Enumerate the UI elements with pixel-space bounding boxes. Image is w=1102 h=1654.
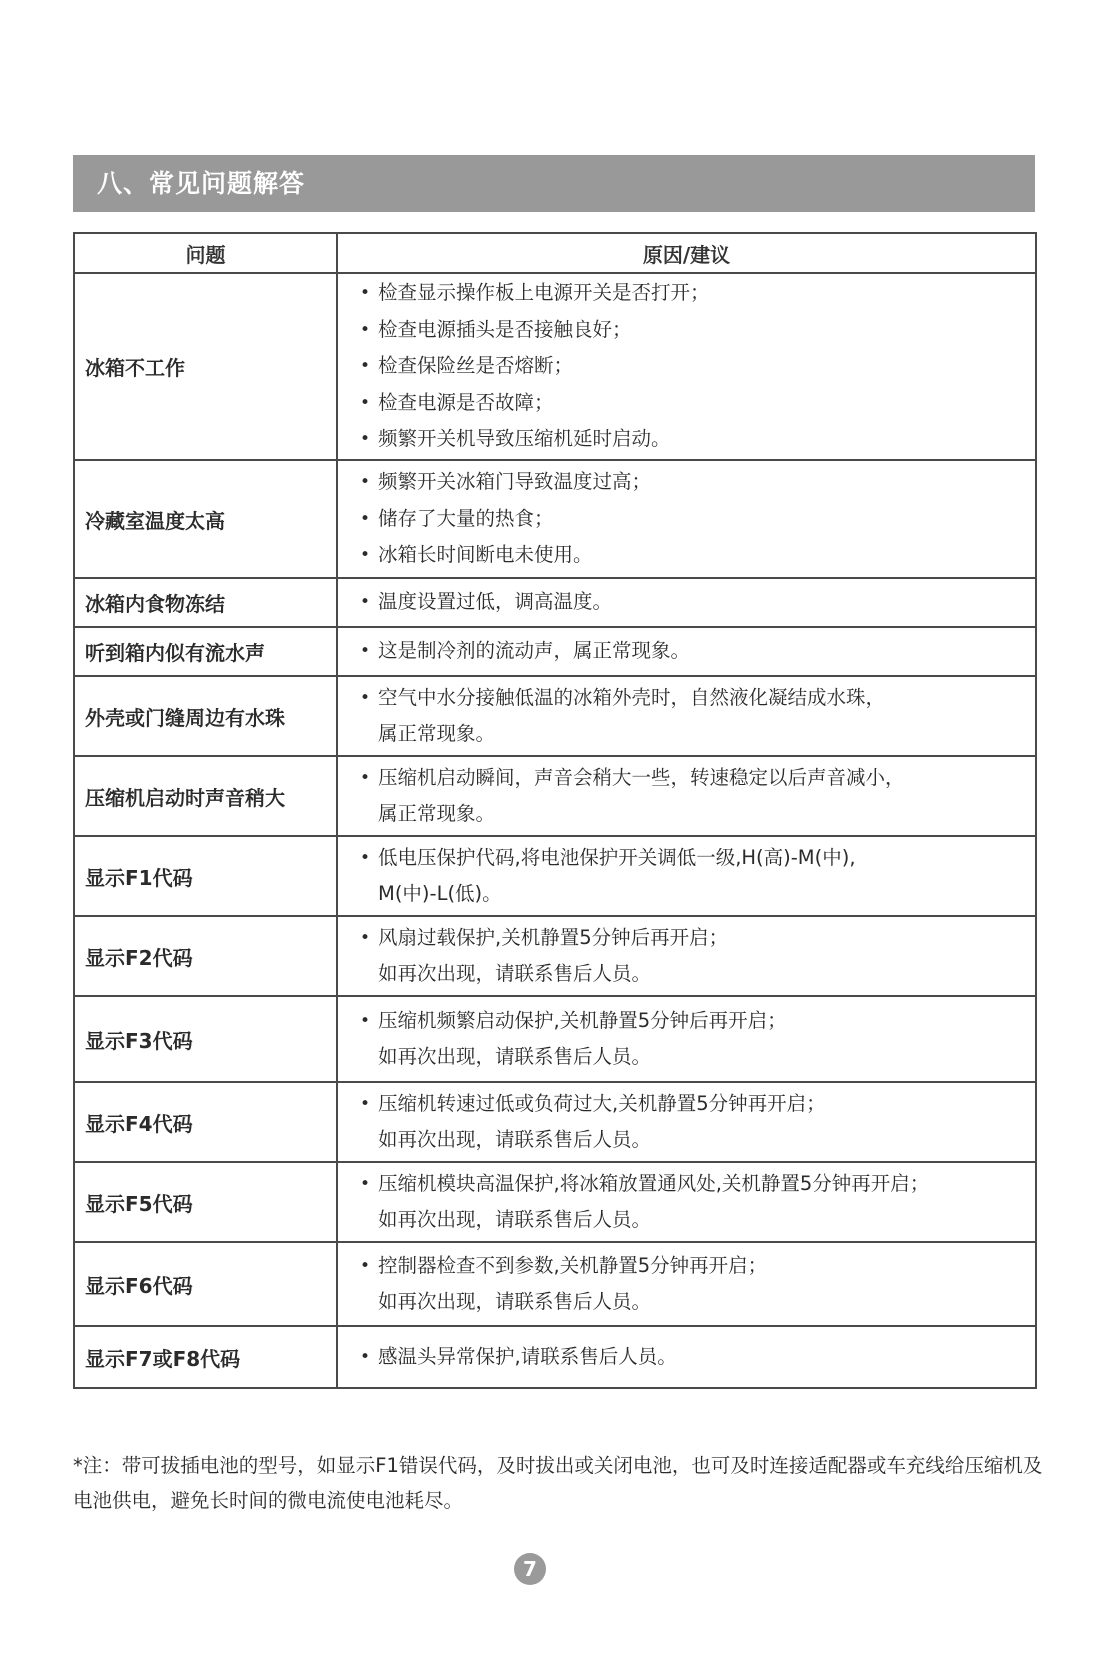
cause-line: • 温度设置过低，调高温度。 <box>378 590 613 614</box>
cause-item <box>360 1086 1027 1159</box>
table-row <box>74 756 1036 836</box>
cause-cell <box>337 676 1036 756</box>
cause-list <box>360 840 1027 913</box>
cause-list <box>360 633 1027 670</box>
cause-line: • 频繁开关机导致压缩机延时启动。 <box>378 427 671 451</box>
cause-list <box>360 1248 1027 1321</box>
cause-cell <box>337 836 1036 916</box>
cause-line: • 感温头异常保护,请联系售后人员。 <box>378 1344 677 1368</box>
cause-line: • 检查电源插头是否接触良好； <box>378 317 632 341</box>
table-row <box>74 676 1036 756</box>
cause-list <box>360 1339 1027 1376</box>
table-row <box>74 996 1036 1082</box>
cause-cell <box>337 1082 1036 1162</box>
cause-list <box>360 1166 1027 1239</box>
cause-line: 如再次出现，请联系售后人员。 <box>378 1208 652 1231</box>
cause-line: • 储存了大量的热食； <box>378 506 554 530</box>
cause-item <box>360 680 1027 753</box>
table-row <box>74 836 1036 916</box>
cause-list <box>360 584 1027 621</box>
cause-cell <box>337 1162 1036 1242</box>
cause-cell <box>337 1326 1036 1388</box>
problem-cell: 显示F4代码 <box>74 1082 337 1162</box>
cause-line: • 压缩机频繁启动保护,关机静置5分钟后再开启； <box>378 1008 787 1032</box>
problem-cell: 显示F7或F8代码 <box>74 1326 337 1388</box>
page-number-badge: 7 <box>514 1553 546 1585</box>
cause-list <box>360 464 1027 574</box>
cause-item <box>360 1166 1027 1239</box>
problem-cell: 显示F6代码 <box>74 1242 337 1326</box>
problem-cell: 显示F2代码 <box>74 916 337 996</box>
cause-line: • 频繁开关冰箱门导致温度过高； <box>378 470 652 494</box>
problem-cell: 显示F1代码 <box>74 836 337 916</box>
cause-line: • 这是制冷剂的流动声，属正常现象。 <box>378 639 691 663</box>
cause-item <box>360 537 1027 574</box>
cause-line: • 控制器检查不到参数,关机静置5分钟再开启； <box>378 1253 768 1277</box>
faq-table <box>73 232 1037 1389</box>
cause-cell <box>337 1242 1036 1326</box>
cause-item <box>360 760 1027 833</box>
cause-item <box>360 584 1027 621</box>
problem-cell: 冰箱内食物冻结 <box>74 578 337 627</box>
faq-table-body <box>74 273 1036 1388</box>
table-row <box>74 1242 1036 1326</box>
cause-item <box>360 464 1027 501</box>
header-problem: 问题 <box>74 233 337 273</box>
cause-item <box>360 501 1027 538</box>
cause-line: 如再次出现，请联系售后人员。 <box>378 1128 652 1151</box>
footnote: *注：带可拔插电池的型号，如显示F1错误代码，及时拔出或关闭电池，也可及时连接适配器或车充线给压缩机及电池供电，避免长时间的微电流使电池耗尽。 <box>73 1454 1043 1512</box>
header-cause: 原因/建议 <box>337 233 1036 273</box>
cause-line: • 低电压保护代码,将电池保护开关调低一级,H(高)-M(中), <box>378 845 856 869</box>
cause-line: 如再次出现，请联系售后人员。 <box>378 962 652 985</box>
cause-item <box>360 920 1027 993</box>
table-row <box>74 460 1036 578</box>
cause-cell <box>337 916 1036 996</box>
problem-cell: 压缩机启动时声音稍大 <box>74 756 337 836</box>
problem-cell: 冰箱不工作 <box>74 273 337 460</box>
cause-line: • 风扇过载保护,关机静置5分钟后再开启； <box>378 925 729 949</box>
cause-item <box>360 275 1027 312</box>
cause-list <box>360 680 1027 753</box>
cause-item <box>360 1248 1027 1321</box>
cause-item <box>360 385 1027 422</box>
table-row <box>74 1162 1036 1242</box>
cause-cell <box>337 273 1036 460</box>
cause-line: • 空气中水分接触低温的冰箱外壳时，自然液化凝结成水珠， <box>378 685 886 709</box>
cause-line: • 检查保险丝是否熔断； <box>378 354 574 378</box>
cause-line: • 冰箱长时间断电未使用。 <box>378 543 593 567</box>
cause-cell <box>337 996 1036 1082</box>
cause-list <box>360 760 1027 833</box>
cause-cell <box>337 627 1036 676</box>
cause-cell <box>337 578 1036 627</box>
table-row <box>74 578 1036 627</box>
table-header-row <box>74 233 1036 273</box>
cause-item <box>360 1003 1027 1076</box>
cause-list <box>360 275 1027 458</box>
problem-cell: 外壳或门缝周边有水珠 <box>74 676 337 756</box>
cause-item <box>360 312 1027 349</box>
cause-line: 属正常现象。 <box>378 802 496 825</box>
cause-line: • 压缩机模块高温保护,将冰箱放置通风处,关机静置5分钟再开启； <box>378 1171 930 1195</box>
cause-item <box>360 1339 1027 1376</box>
cause-item <box>360 421 1027 458</box>
cause-line: M(中)-L(低)。 <box>378 882 502 905</box>
cause-line: • 检查电源是否故障； <box>378 390 554 414</box>
cause-line: • 压缩机启动瞬间，声音会稍大一些，转速稳定以后声音减小， <box>378 765 905 789</box>
table-row <box>74 627 1036 676</box>
problem-cell: 显示F3代码 <box>74 996 337 1082</box>
cause-line: • 检查显示操作板上电源开关是否打开； <box>378 281 710 305</box>
cause-cell <box>337 460 1036 578</box>
problem-cell: 听到箱内似有流水声 <box>74 627 337 676</box>
cause-line: 属正常现象。 <box>378 722 496 745</box>
cause-list <box>360 920 1027 993</box>
table-row <box>74 916 1036 996</box>
table-row <box>74 1082 1036 1162</box>
cause-cell <box>337 756 1036 836</box>
table-row <box>74 273 1036 460</box>
cause-item <box>360 633 1027 670</box>
cause-list <box>360 1003 1027 1076</box>
section-title: 八、常见问题解答 <box>73 155 1035 212</box>
cause-line: 如再次出现，请联系售后人员。 <box>378 1045 652 1068</box>
cause-line: 如再次出现，请联系售后人员。 <box>378 1290 652 1313</box>
cause-line: • 压缩机转速过低或负荷过大,关机静置5分钟再开启； <box>378 1091 826 1115</box>
problem-cell: 显示F5代码 <box>74 1162 337 1242</box>
table-row <box>74 1326 1036 1388</box>
cause-item <box>360 840 1027 913</box>
cause-item <box>360 348 1027 385</box>
problem-cell: 冷藏室温度太高 <box>74 460 337 578</box>
cause-list <box>360 1086 1027 1159</box>
